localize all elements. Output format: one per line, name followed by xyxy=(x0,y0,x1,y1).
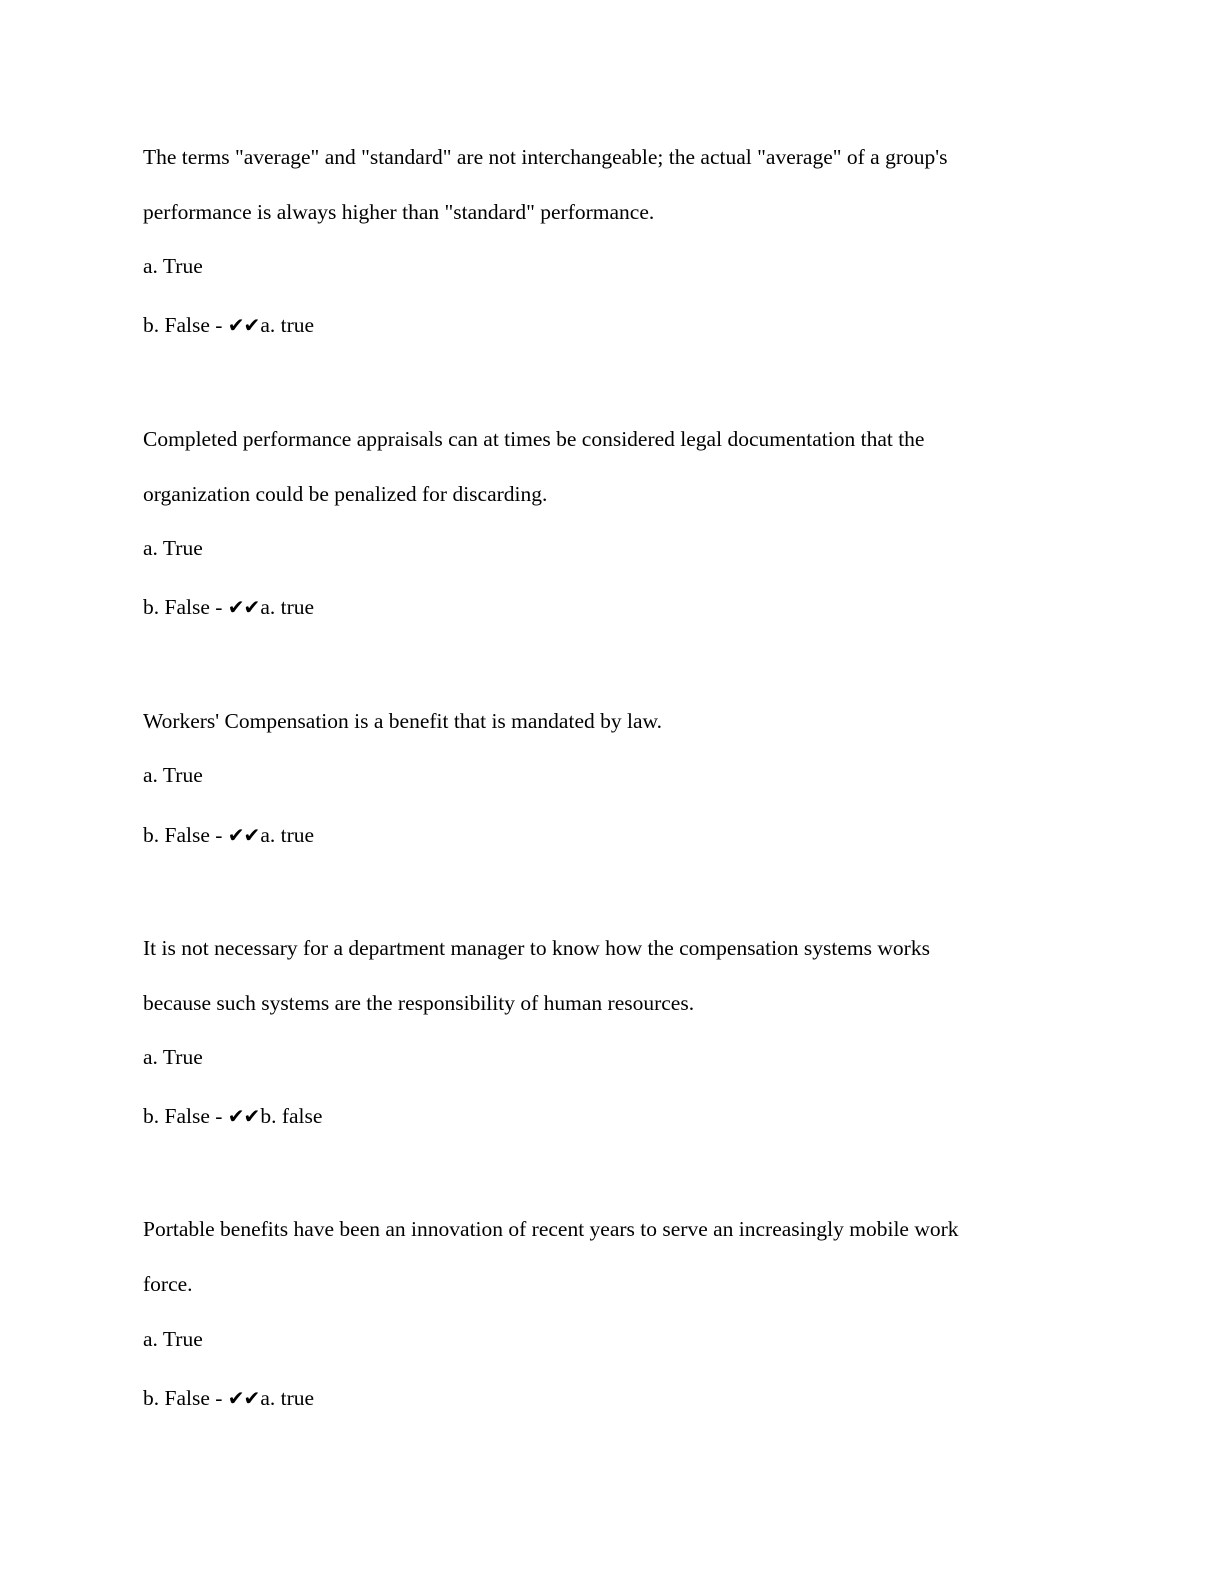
option-b-label: b. False - xyxy=(143,313,228,337)
double-check-icon: ✔✔ xyxy=(227,313,260,337)
option-b-label: b. False - xyxy=(143,1386,228,1410)
answer-text: a. true xyxy=(260,823,315,847)
question-1-option-b xyxy=(143,312,314,338)
double-check-icon: ✔✔ xyxy=(227,1104,260,1128)
question-1-text-line-2: performance is always higher than "standard" performance. xyxy=(143,200,655,224)
question-2-option-a: a. True xyxy=(143,536,203,560)
question-4-option-b xyxy=(143,1103,322,1129)
question-5-option-a: a. True xyxy=(143,1327,203,1351)
double-check-icon: ✔✔ xyxy=(227,1386,260,1410)
question-5-text-line-2: force. xyxy=(143,1272,193,1296)
option-b-label: b. False - xyxy=(143,1104,228,1128)
answer-text: a. true xyxy=(260,595,315,619)
answer-text: a. true xyxy=(260,1386,315,1410)
question-2-option-b xyxy=(143,594,314,620)
double-check-icon: ✔✔ xyxy=(227,595,260,619)
question-3-text-line-1: Workers' Compensation is a benefit that is mandated by law. xyxy=(143,709,663,733)
question-3-option-b xyxy=(143,822,314,848)
question-5-text-line-1: Portable benefits have been an innovation of recent years to serve an increasingly mobile work xyxy=(143,1217,959,1241)
double-check-icon: ✔✔ xyxy=(227,823,260,847)
option-b-label: b. False - xyxy=(143,823,228,847)
answer-text: b. false xyxy=(260,1104,323,1128)
question-5-option-b xyxy=(143,1385,314,1411)
question-4-text-line-1: It is not necessary for a department manager to know how the compensation systems works xyxy=(143,936,930,960)
question-1-option-a: a. True xyxy=(143,254,203,278)
question-3-option-a: a. True xyxy=(143,763,203,787)
question-2-text-line-1: Completed performance appraisals can at times be considered legal documentation that the xyxy=(143,427,925,451)
question-4-option-a: a. True xyxy=(143,1045,203,1069)
answer-text: a. true xyxy=(260,313,315,337)
question-2-text-line-2: organization could be penalized for discarding. xyxy=(143,482,548,506)
option-b-label: b. False - xyxy=(143,595,228,619)
question-1-text-line-1: The terms "average" and "standard" are not interchangeable; the actual "average" of a group's xyxy=(143,145,948,169)
question-4-text-line-2: because such systems are the responsibility of human resources. xyxy=(143,991,695,1015)
